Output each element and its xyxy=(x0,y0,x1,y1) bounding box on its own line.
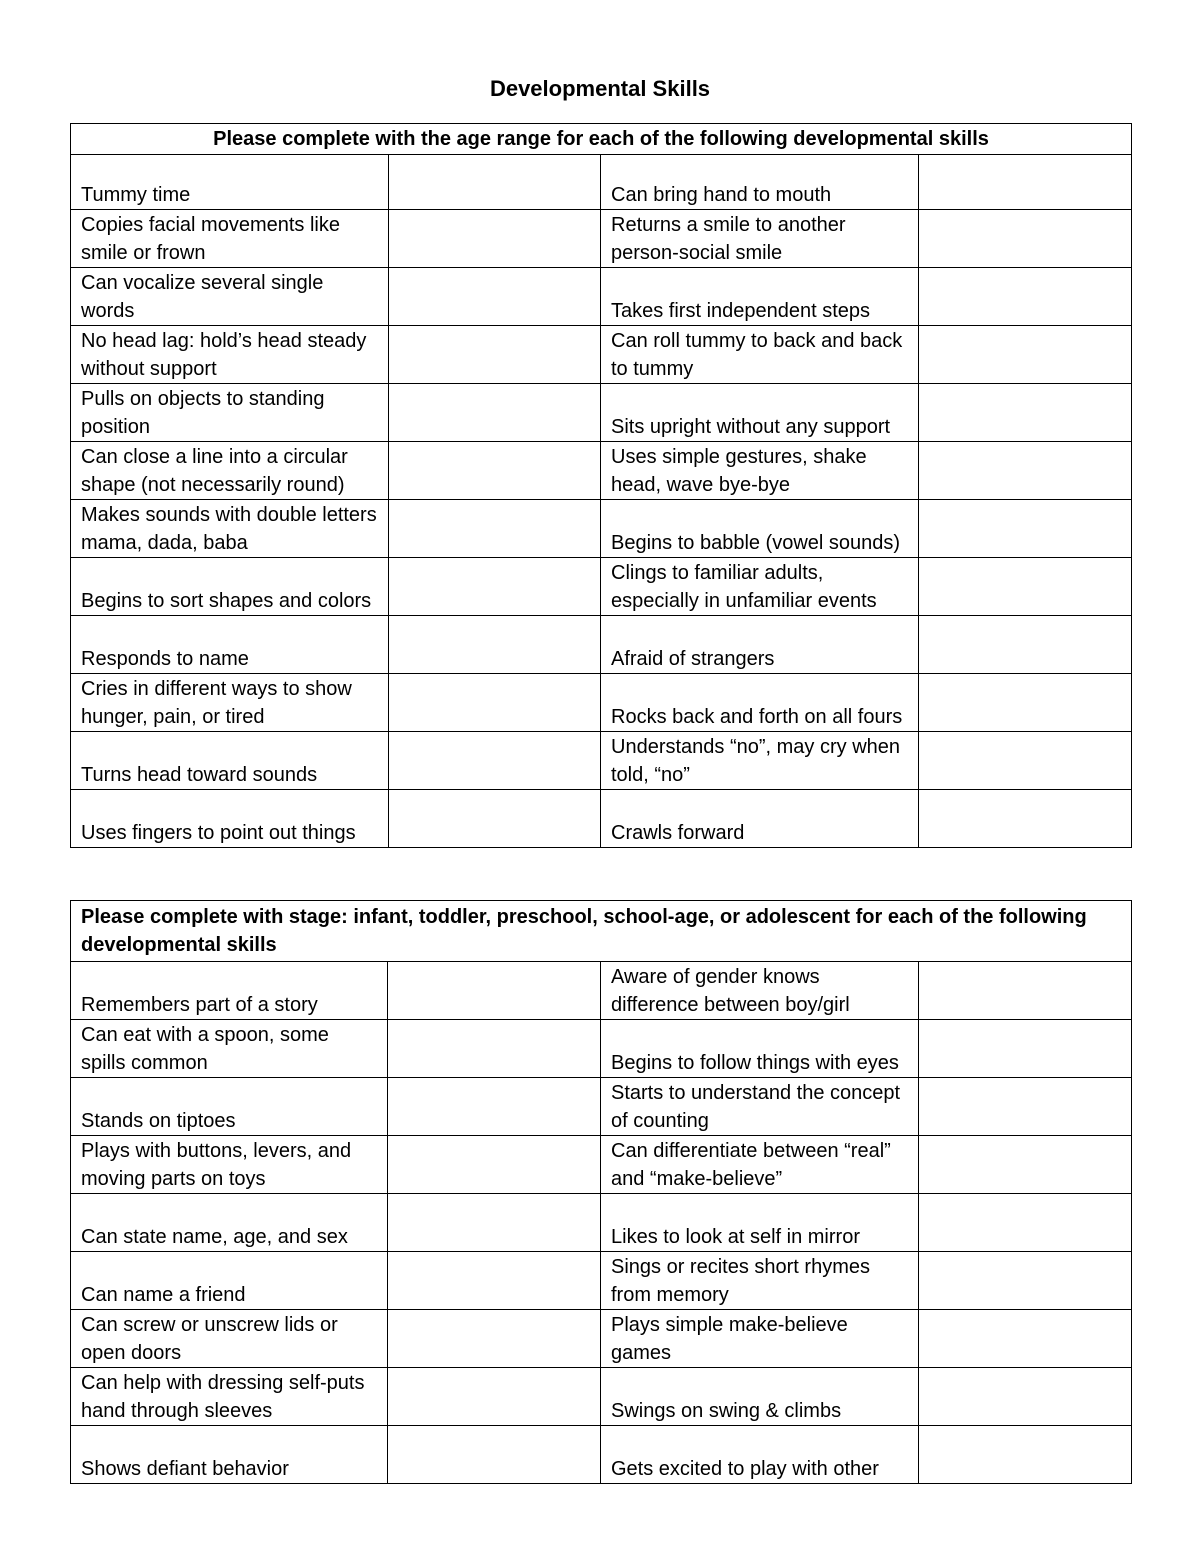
table-row xyxy=(71,155,1132,210)
answer-cell[interactable] xyxy=(919,210,1132,268)
answer-cell[interactable] xyxy=(919,1078,1132,1136)
answer-cell[interactable] xyxy=(919,268,1132,326)
answer-cell[interactable] xyxy=(919,1368,1132,1426)
skill-label: Copies facial movements like smile or frown xyxy=(71,210,389,268)
table-row xyxy=(71,1426,1132,1484)
skill-label: Cries in different ways to show hunger, pain, or tired xyxy=(71,674,389,732)
skill-label: Understands “no”, may cry when told, “no” xyxy=(601,732,919,790)
table-instructions: Please complete with the age range for each of the following developmental skills xyxy=(71,124,1132,155)
skill-label: Can bring hand to mouth xyxy=(601,155,919,210)
answer-cell[interactable] xyxy=(388,1426,601,1484)
age-range-table xyxy=(70,123,1132,848)
answer-cell[interactable] xyxy=(919,1426,1132,1484)
answer-cell[interactable] xyxy=(389,384,601,442)
skill-label: Pulls on objects to standing position xyxy=(71,384,389,442)
answer-cell[interactable] xyxy=(388,1078,601,1136)
skill-label: Clings to familiar adults, especially in unfamiliar events xyxy=(601,558,919,616)
skill-label: Sits upright without any support xyxy=(601,384,919,442)
answer-cell[interactable] xyxy=(919,1020,1132,1078)
answer-cell[interactable] xyxy=(919,962,1132,1020)
table-row xyxy=(71,1252,1132,1310)
answer-cell[interactable] xyxy=(919,326,1132,384)
answer-cell[interactable] xyxy=(388,1136,601,1194)
answer-cell[interactable] xyxy=(389,442,601,500)
skill-label: Can name a friend xyxy=(71,1252,388,1310)
skill-label: Crawls forward xyxy=(601,790,919,848)
skill-label: Tummy time xyxy=(71,155,389,210)
skill-label: Aware of gender knows difference between boy/girl xyxy=(601,962,919,1020)
table-row xyxy=(71,268,1132,326)
answer-cell[interactable] xyxy=(919,616,1132,674)
skill-label: Can differentiate between “real” and “make-believe” xyxy=(601,1136,919,1194)
table-row xyxy=(71,500,1132,558)
answer-cell[interactable] xyxy=(919,442,1132,500)
skill-label: Sings or recites short rhymes from memory xyxy=(601,1252,919,1310)
skill-label: Begins to sort shapes and colors xyxy=(71,558,389,616)
table-row xyxy=(71,674,1132,732)
table-instructions: Please complete with stage: infant, toddler, preschool, school-age, or adolescent for each of the following developmental skills xyxy=(71,901,1132,962)
page-title: Developmental Skills xyxy=(489,76,711,101)
table-row xyxy=(71,210,1132,268)
answer-cell[interactable] xyxy=(919,732,1132,790)
answer-cell[interactable] xyxy=(388,962,601,1020)
skill-label: Makes sounds with double letters mama, dada, baba xyxy=(71,500,389,558)
skill-label: Stands on tiptoes xyxy=(71,1078,388,1136)
answer-cell[interactable] xyxy=(388,1194,601,1252)
skill-label: Afraid of strangers xyxy=(601,616,919,674)
table-row xyxy=(71,616,1132,674)
table-row xyxy=(71,1368,1132,1426)
answer-cell[interactable] xyxy=(919,558,1132,616)
answer-cell[interactable] xyxy=(388,1252,601,1310)
skill-label: Likes to look at self in mirror xyxy=(601,1194,919,1252)
skill-label: Can help with dressing self-puts hand through sleeves xyxy=(71,1368,388,1426)
skill-label: Swings on swing & climbs xyxy=(601,1368,919,1426)
answer-cell[interactable] xyxy=(919,384,1132,442)
table-row xyxy=(71,962,1132,1020)
table-row xyxy=(71,1136,1132,1194)
answer-cell[interactable] xyxy=(919,1252,1132,1310)
skill-label: Plays simple make-believe games xyxy=(601,1310,919,1368)
skill-label: Can eat with a spoon, some spills common xyxy=(71,1020,388,1078)
skill-label: Gets excited to play with other xyxy=(601,1426,919,1484)
skill-label: Can vocalize several single words xyxy=(71,268,389,326)
table-row xyxy=(71,790,1132,848)
answer-cell[interactable] xyxy=(919,1136,1132,1194)
skill-label: Can roll tummy to back and back to tummy xyxy=(601,326,919,384)
skill-label: Plays with buttons, levers, and moving parts on toys xyxy=(71,1136,388,1194)
answer-cell[interactable] xyxy=(919,500,1132,558)
skill-label: Takes first independent steps xyxy=(601,268,919,326)
answer-cell[interactable] xyxy=(389,268,601,326)
skill-label: Can close a line into a circular shape (not necessarily round) xyxy=(71,442,389,500)
answer-cell[interactable] xyxy=(388,1368,601,1426)
answer-cell[interactable] xyxy=(919,790,1132,848)
stage-table xyxy=(70,900,1132,1484)
answer-cell[interactable] xyxy=(389,155,601,210)
table-row xyxy=(71,326,1132,384)
answer-cell[interactable] xyxy=(389,732,601,790)
answer-cell[interactable] xyxy=(919,1310,1132,1368)
skill-label: Uses fingers to point out things xyxy=(71,790,389,848)
skill-label: Starts to understand the concept of counting xyxy=(601,1078,919,1136)
skill-label: Uses simple gestures, shake head, wave bye-bye xyxy=(601,442,919,500)
table-row xyxy=(71,732,1132,790)
table-header-row xyxy=(71,901,1132,962)
table-row xyxy=(71,558,1132,616)
skill-label: Turns head toward sounds xyxy=(71,732,389,790)
skill-label: No head lag: hold’s head steady without support xyxy=(71,326,389,384)
skill-label: Begins to babble (vowel sounds) xyxy=(601,500,919,558)
table-row xyxy=(71,442,1132,500)
table-row xyxy=(71,1078,1132,1136)
answer-cell[interactable] xyxy=(919,674,1132,732)
answer-cell[interactable] xyxy=(388,1310,601,1368)
skill-label: Begins to follow things with eyes xyxy=(601,1020,919,1078)
table-row xyxy=(71,384,1132,442)
skill-label: Can state name, age, and sex xyxy=(71,1194,388,1252)
answer-cell[interactable] xyxy=(919,155,1132,210)
answer-cell[interactable] xyxy=(389,210,601,268)
table-header-row xyxy=(71,124,1132,155)
skill-label: Returns a smile to another person-social smile xyxy=(601,210,919,268)
answer-cell[interactable] xyxy=(389,790,601,848)
skill-label: Responds to name xyxy=(71,616,389,674)
answer-cell[interactable] xyxy=(389,500,601,558)
answer-cell[interactable] xyxy=(389,616,601,674)
skill-label: Rocks back and forth on all fours xyxy=(601,674,919,732)
answer-cell[interactable] xyxy=(388,1020,601,1078)
skill-label: Remembers part of a story xyxy=(71,962,388,1020)
answer-cell[interactable] xyxy=(389,558,601,616)
table-row xyxy=(71,1020,1132,1078)
table-row xyxy=(71,1310,1132,1368)
skill-label: Can screw or unscrew lids or open doors xyxy=(71,1310,388,1368)
skill-label: Shows defiant behavior xyxy=(71,1426,388,1484)
answer-cell[interactable] xyxy=(389,326,601,384)
answer-cell[interactable] xyxy=(919,1194,1132,1252)
table-row xyxy=(71,1194,1132,1252)
answer-cell[interactable] xyxy=(389,674,601,732)
